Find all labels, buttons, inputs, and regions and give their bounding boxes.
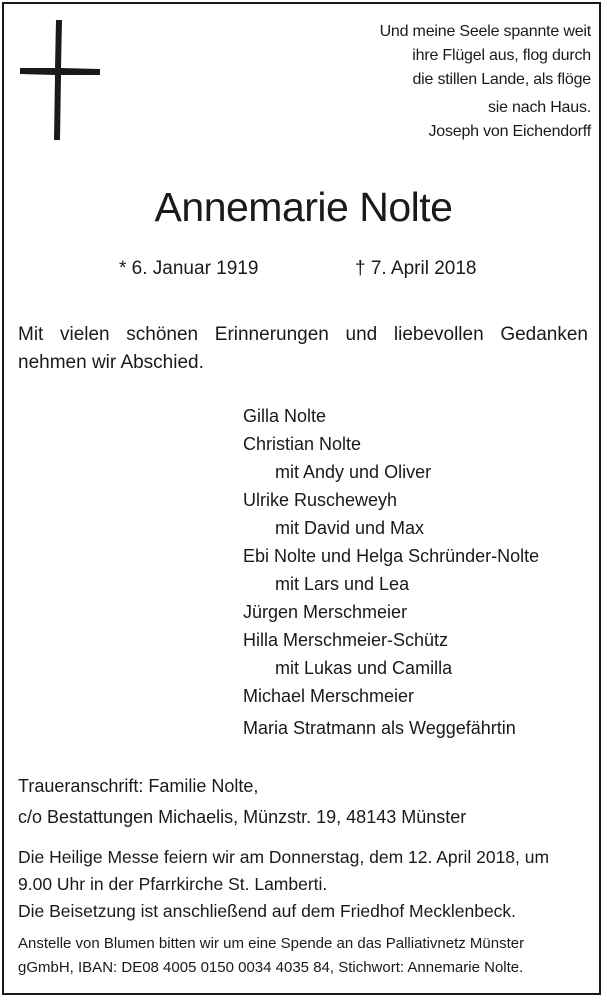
mourner-name: Christian Nolte [243,434,362,454]
poem-quote [380,20,591,144]
mourner-children: mit Lars und Lea [275,574,410,594]
poem-line: die stillen Lande, als flöge [412,71,591,88]
donation-line: Anstelle von Blumen bitten wir um eine Spende an das Palliativnetz Münster [18,935,525,952]
mourner-children: mit Lukas und Camilla [275,658,453,678]
farewell-text: Mit vielen schönen Erinnerungen und liebevollen Gedanken nehmen wir Abschied. [18,324,588,373]
mourner-children: mit David und Max [275,518,425,538]
mourner-name: Ulrike Ruscheweyh [243,490,398,510]
poem-line: ihre Flügel aus, flog durch [412,47,591,64]
poem-line: Und meine Seele spannte weit [379,23,591,40]
mourner-name: Hilla Merschmeier-Schütz [243,630,449,650]
poem-line: sie nach Haus. [487,99,591,116]
mourner-name: Gilla Nolte [243,406,327,426]
donation-line: gGmbH, IBAN: DE08 4005 0150 0034 4035 84, Stichwort: Annemarie Nolte. [18,959,524,976]
cross-icon [18,18,102,142]
poem-author: Joseph von Eichendorff [428,123,591,140]
mourners-list [243,402,539,742]
mourning-address [18,771,466,833]
mourner-name: Jürgen Merschmeier [243,602,408,622]
death-date: † 7. April 2018 [355,258,477,279]
donation-note [18,932,588,980]
service-line: Die Heilige Messe feiern wir am Donnerstag, dem 12. April 2018, um [18,847,550,867]
address-line: c/o Bestattungen Michaelis, Münzstr. 19, 48143 Münster [18,807,467,827]
service-line: 9.00 Uhr in der Pfarrkirche St. Lamberti. [18,874,328,894]
service-line: Die Beisetzung ist anschließend auf dem Friedhof Mecklenbeck. [18,901,517,921]
mourner-name: Maria Stratmann als Weggefährtin [243,718,516,738]
service-info [18,844,588,925]
mourner-name: Michael Merschmeier [243,686,415,706]
mourner-name: Ebi Nolte und Helga Schründer-Nolte [243,546,540,566]
birth-date: * 6. Januar 1919 [119,258,259,279]
deceased-name: Annemarie Nolte [154,184,453,230]
mourner-children: mit Andy und Oliver [275,462,432,482]
address-line: Traueranschrift: Familie Nolte, [18,776,259,796]
